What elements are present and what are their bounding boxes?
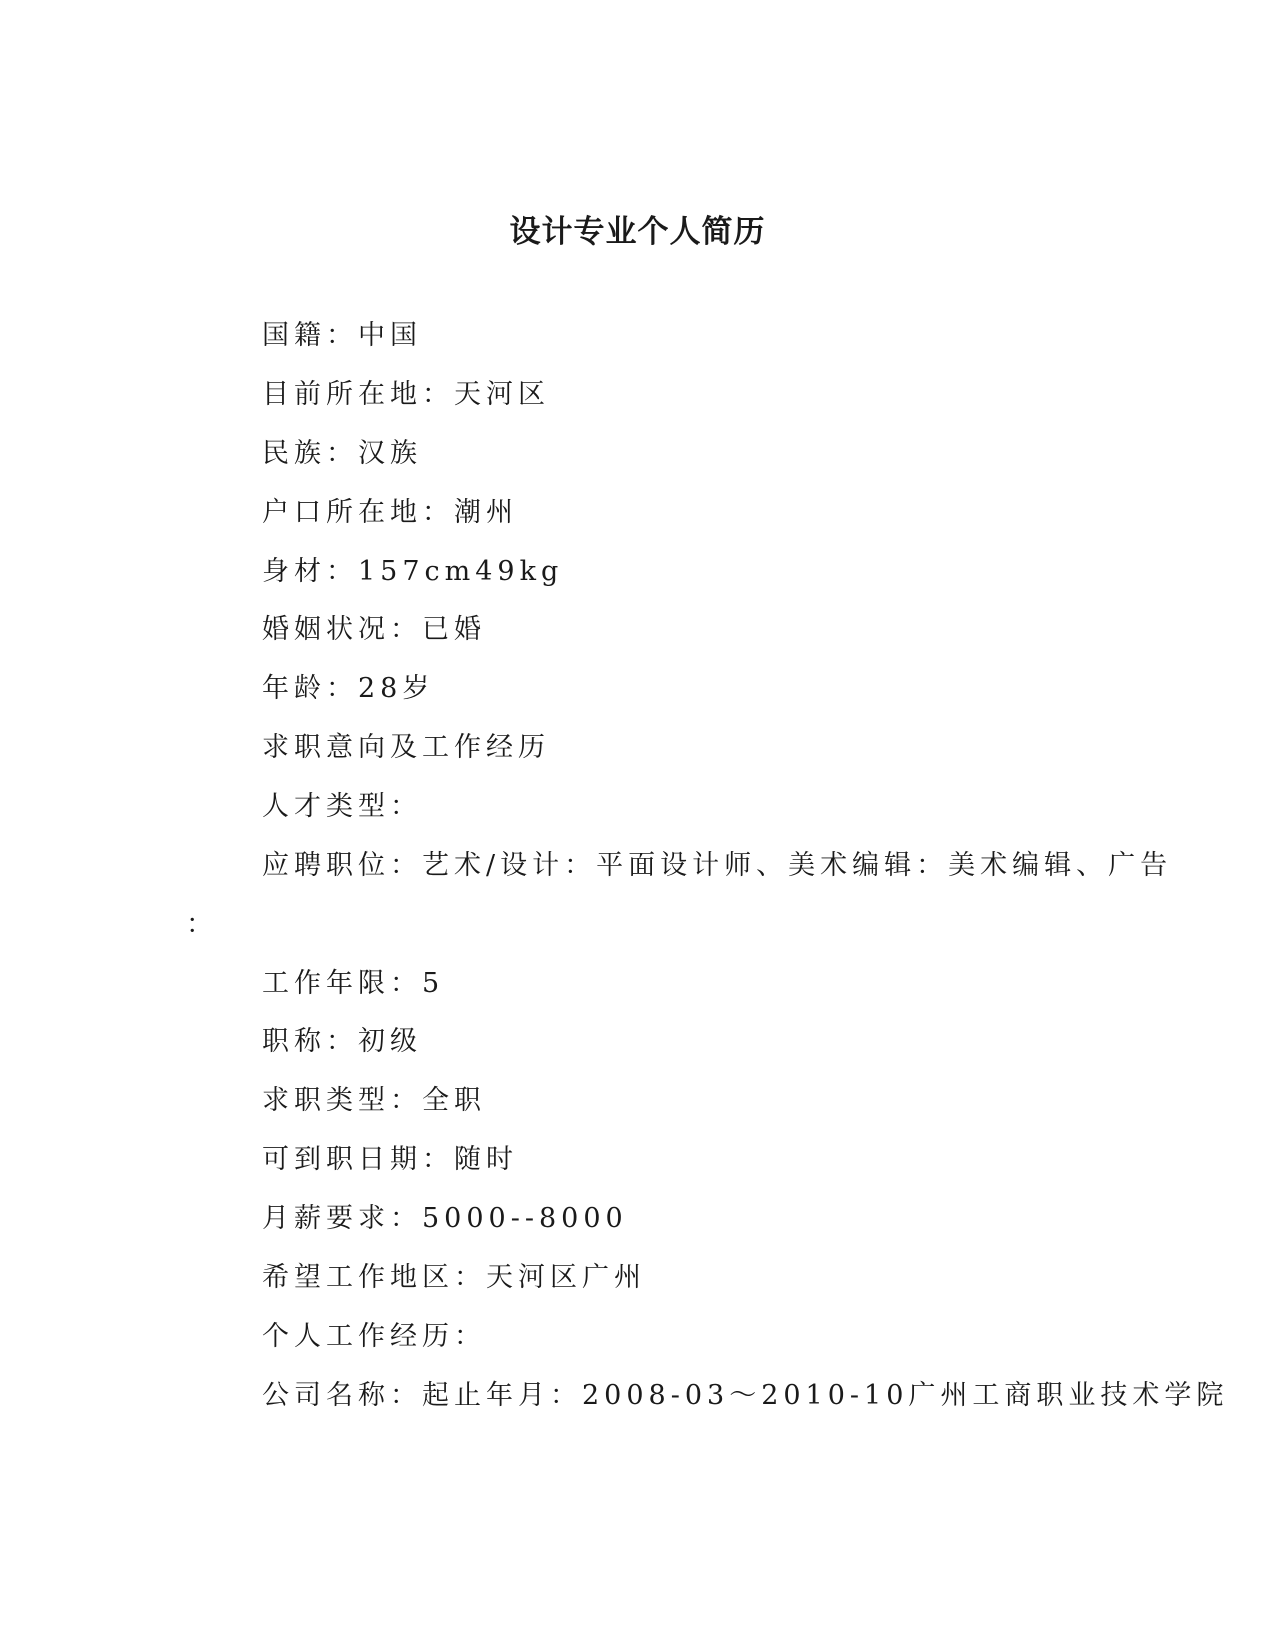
applied-position-line: 应聘职位：艺术/设计：平面设计师、美术编辑：美术编辑、广告 <box>262 850 1173 881</box>
job-type-line: 求职类型：全职 <box>262 1085 486 1116</box>
height-weight-line: 身材：157cm49kg <box>262 556 564 587</box>
company-entry-line: 公司名称：起止年月：2008-03～2010-10广州工商职业技术学院 <box>262 1380 1229 1411</box>
applied-position-wrap: ： <box>186 909 213 940</box>
work-experience-heading: 个人工作经历： <box>262 1321 486 1352</box>
talent-type-line: 人才类型： <box>262 791 422 822</box>
expected-salary-line: 月薪要求：5000--8000 <box>262 1203 628 1234</box>
preferred-work-area-line: 希望工作地区：天河区广州 <box>262 1262 646 1293</box>
marital-status-line: 婚姻状况：已婚 <box>262 614 486 645</box>
professional-title-line: 职称：初级 <box>262 1026 422 1057</box>
years-of-work-line: 工作年限：5 <box>262 968 445 999</box>
job-intention-heading: 求职意向及工作经历 <box>262 732 550 763</box>
available-date-line: 可到职日期：随时 <box>262 1144 518 1175</box>
nationality-line: 国籍：中国 <box>262 320 422 351</box>
document-title: 设计专业个人简历 <box>509 214 766 250</box>
ethnicity-line: 民族：汉族 <box>262 438 422 469</box>
household-registration-line: 户口所在地：潮州 <box>262 497 518 528</box>
current-location-line: 目前所在地：天河区 <box>262 379 550 410</box>
age-line: 年龄：28岁 <box>262 673 435 704</box>
